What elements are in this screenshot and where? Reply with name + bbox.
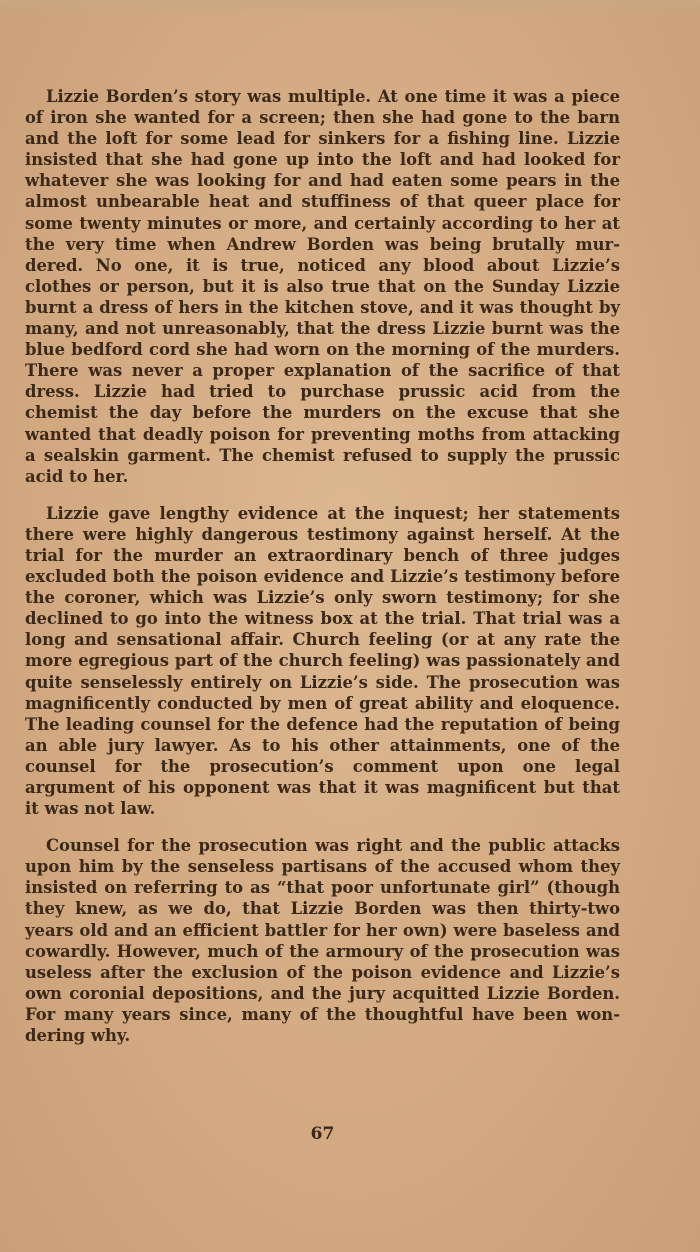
paragraph-3: Counsel for the prosecution was right and the public attacks upon him by the senseless partisans of the accused whom they insisted on referring to as “that poor unfortunate girl” (though they knew, as we do, that Lizzie Borden was then thirty-two years old and an efficient battler for her own) were baseless and cowardly. However, much of the armoury of the prosecution was useless after the exclusion of the poison evidence and Lizzie’s own coronial depositions, and the jury acquitted Lizzie Borden. For many years since, many of the thoughtful have been wondering why. xyxy=(25,836,620,1046)
paragraph-1: Lizzie Borden’s story was multiple. At one time it was a piece of iron she wanted for a screen; then she had gone to the barn and the loft for some lead for sinkers for a fishing line. Lizzie insisted that she had gone up into the loft and had looked for whatever she was looking for and had eaten some pears in the almost unbearable heat and stuffiness of that queer place for some twenty minutes or more, and certainly according to her at the very time when Andrew Borden was being brutally murdered. No one, it is true, noticed any blood about Lizzie’s clothes or person, but it is also true that on the Sunday Lizzie burnt a dress of hers in the kitchen stove, and it was thought by many, and not unreasonably, that the dress Lizzie burnt was the blue bedford cord she had worn on the morning of the murders. There was never a proper explanation of the sacrifice of that dress. Lizzie had tried to purchase prussic acid from the chemist the day before the murders on the excuse that she wanted that deadly poison for preventing moths from attacking a sealskin garment. The chemist refused to supply the prussic acid to her. xyxy=(25,87,620,486)
page-number: 67 xyxy=(310,1124,335,1144)
body-text xyxy=(25,86,620,1062)
page-top-edge xyxy=(0,0,700,14)
paragraph-2: Lizzie gave lengthy evidence at the inquest; her statements there were highly dangerous testimony against herself. At the trial for the murder an extraordinary bench of three judges excluded both the poison evidence and Lizzie’s testimony before the coroner, which was Lizzie’s only sworn testimony; for she declined to go into the witness box at the trial. That trial was a long and sensational affair. Church feeling (or at any rate the more egregious part of the church feeling) was passionately and quite senselessly entirely on Lizzie’s side. The prosecution was magnificently conducted by men of great ability and eloquence. The leading counsel for the defence had the reputation of being an able jury lawyer. As to his other attainments, one of the counsel for the prosecution’s comment upon one legal argument of his opponent was that it was magnificent but that it was not law. xyxy=(25,503,620,819)
